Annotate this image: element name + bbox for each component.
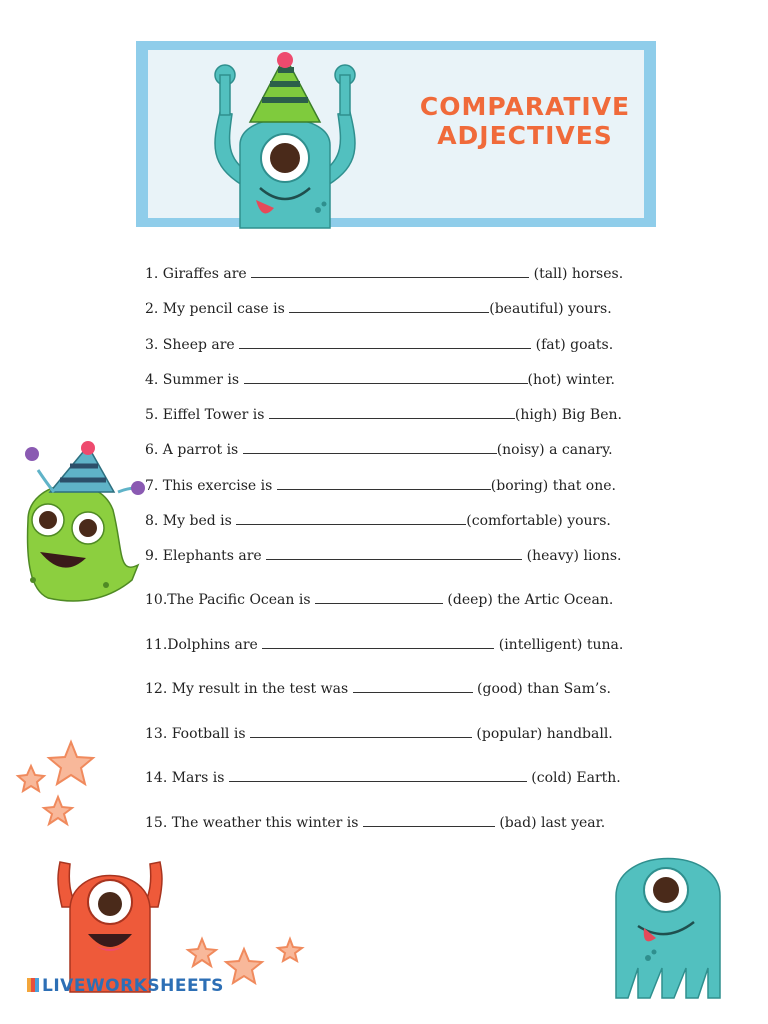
exercise-item: 14. Mars is (cold) Earth. (145, 770, 621, 786)
answer-blank[interactable] (262, 636, 494, 649)
exercise-item: 15. The weather this winter is (bad) last year. (145, 815, 606, 831)
party-monster-illustration (190, 50, 380, 230)
teal-monster-illustration (608, 848, 728, 998)
answer-blank[interactable] (269, 406, 515, 419)
answer-blank[interactable] (243, 441, 497, 454)
title-line-2: ADJECTIVES (437, 121, 613, 150)
answer-blank[interactable] (250, 725, 472, 738)
exercise-item: 9. Elephants are (heavy) lions. (145, 548, 622, 564)
answer-blank[interactable] (239, 336, 531, 349)
answer-blank[interactable] (353, 680, 473, 693)
exercise-item: 12. My result in the test was (good) than Sam’s. (145, 681, 611, 697)
exercise-item: 5. Eiffel Tower is (high) Big Ben. (145, 407, 622, 423)
green-monster-illustration (18, 440, 148, 610)
exercise-item: 13. Football is (popular) handball. (145, 726, 613, 742)
answer-blank[interactable] (244, 371, 528, 384)
answer-blank[interactable] (277, 477, 491, 490)
exercise-item: 10.The Pacific Ocean is (deep) the Artic Ocean. (145, 592, 614, 608)
answer-blank[interactable] (266, 547, 522, 560)
answer-blank[interactable] (363, 814, 495, 827)
exercise-item: 4. Summer is (hot) winter. (145, 372, 615, 388)
exercise-item: 3. Sheep are (fat) goats. (145, 337, 614, 353)
exercise-item: 7. This exercise is (boring) that one. (145, 478, 616, 494)
red-monster-illustration (48, 852, 173, 992)
liveworksheets-logo[interactable]: LIVEWORKSHEETS (27, 976, 224, 996)
answer-blank[interactable] (236, 512, 466, 525)
answer-blank[interactable] (229, 769, 527, 782)
answer-blank[interactable] (251, 265, 529, 278)
title-line-1: COMPARATIVE (419, 92, 631, 121)
liveworksheets-mark-icon (27, 978, 39, 992)
exercise-item: 1. Giraffes are (tall) horses. (145, 266, 624, 282)
exercise-item: 8. My bed is (comfortable) yours. (145, 513, 611, 529)
exercise-item: 6. A parrot is (noisy) a canary. (145, 442, 613, 458)
answer-blank[interactable] (289, 300, 489, 313)
worksheet-title (400, 92, 650, 150)
answer-blank[interactable] (315, 591, 443, 604)
exercise-item: 11.Dolphins are (intelligent) tuna. (145, 637, 624, 653)
stars-left-decoration (16, 740, 106, 835)
exercise-item: 2. My pencil case is (beautiful) yours. (145, 301, 612, 317)
